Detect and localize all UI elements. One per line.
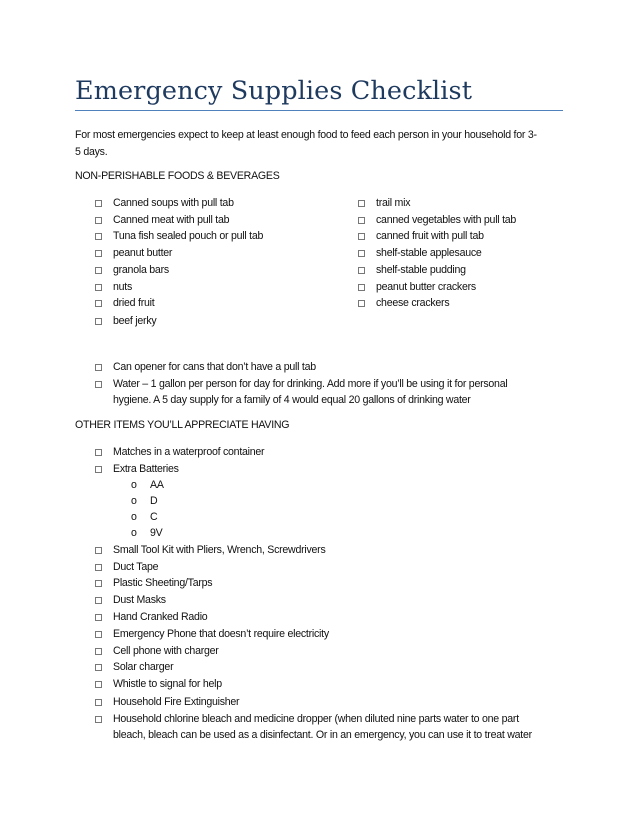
- item-label: Emergency Phone that doesn’t require electricity: [113, 628, 329, 640]
- item-label-line-1: Household chlorine bleach and medicine dropper (when diluted nine parts water to one part: [113, 713, 519, 725]
- sub-bullet: o: [131, 479, 137, 491]
- item-label: Extra Batteries: [113, 463, 179, 475]
- item-label: Whistle to signal for help: [113, 678, 222, 690]
- sub-item-label: D: [150, 495, 158, 507]
- item-label: Canned meat with pull tab: [113, 214, 230, 226]
- item-label: Tuna fish sealed pouch or pull tab: [113, 230, 264, 242]
- intro-line-2: 5 days.: [75, 146, 108, 158]
- item-label: cheese crackers: [376, 297, 450, 309]
- item-label: Solar charger: [113, 661, 174, 673]
- checkbox[interactable]: [95, 300, 102, 307]
- item-label-line-2: bleach, bleach can be used as a disinfectant. Or in an emergency, you can use it to treat water: [113, 729, 532, 741]
- checkbox[interactable]: [95, 681, 102, 688]
- checkbox[interactable]: [95, 364, 102, 371]
- item-label: Duct Tape: [113, 561, 159, 573]
- page-title: Emergency Supplies Checklist: [75, 76, 473, 106]
- item-label: Dust Masks: [113, 594, 166, 606]
- checkbox[interactable]: [358, 267, 365, 274]
- section-heading-other: OTHER ITEMS YOU’LL APPRECIATE HAVING: [75, 419, 290, 431]
- checkbox[interactable]: [95, 381, 102, 388]
- checkbox[interactable]: [95, 233, 102, 240]
- sub-bullet: o: [131, 495, 137, 507]
- item-label: nuts: [113, 281, 133, 293]
- item-label: Matches in a waterproof container: [113, 446, 265, 458]
- checkbox[interactable]: [358, 250, 365, 257]
- sub-item-label: C: [150, 511, 158, 523]
- section-heading-foods: NON-PERISHABLE FOODS & BEVERAGES: [75, 170, 280, 182]
- checkbox[interactable]: [95, 466, 102, 473]
- checkbox[interactable]: [358, 200, 365, 207]
- item-label: Canned soups with pull tab: [113, 197, 234, 209]
- checkbox[interactable]: [95, 580, 102, 587]
- checkbox[interactable]: [95, 200, 102, 207]
- checkbox[interactable]: [95, 449, 102, 456]
- item-label: shelf-stable pudding: [376, 264, 466, 276]
- sub-item-label: 9V: [150, 527, 163, 539]
- item-label: beef jerky: [113, 315, 157, 327]
- item-label: Hand Cranked Radio: [113, 611, 208, 623]
- item-label: Cell phone with charger: [113, 645, 219, 657]
- checkbox[interactable]: [95, 664, 102, 671]
- checkbox[interactable]: [358, 300, 365, 307]
- checkbox[interactable]: [95, 267, 102, 274]
- checkbox[interactable]: [358, 217, 365, 224]
- item-label: dried fruit: [113, 297, 155, 309]
- checkbox[interactable]: [95, 284, 102, 291]
- checkbox[interactable]: [95, 631, 102, 638]
- checkbox[interactable]: [95, 699, 102, 706]
- sub-item-label: AA: [150, 479, 164, 491]
- item-label-line-2: hygiene. A 5 day supply for a family of 4 would equal 20 gallons of drinking water: [113, 394, 471, 406]
- intro-line-1: For most emergencies expect to keep at least enough food to feed each person in your household for 3-: [75, 129, 537, 141]
- item-label: peanut butter: [113, 247, 173, 259]
- checkbox[interactable]: [95, 564, 102, 571]
- item-label: Household Fire Extinguisher: [113, 696, 240, 708]
- checkbox[interactable]: [95, 614, 102, 621]
- item-label: trail mix: [376, 197, 411, 209]
- checkbox[interactable]: [95, 597, 102, 604]
- item-label: Small Tool Kit with Pliers, Wrench, Screwdrivers: [113, 544, 326, 556]
- sub-bullet: o: [131, 527, 137, 539]
- sub-bullet: o: [131, 511, 137, 523]
- item-label: Can opener for cans that don’t have a pull tab: [113, 361, 316, 373]
- title-underline: [75, 110, 563, 111]
- item-label: peanut butter crackers: [376, 281, 476, 293]
- checkbox[interactable]: [95, 217, 102, 224]
- item-label-line-1: Water – 1 gallon per person for day for drinking. Add more if you’ll be using it for personal: [113, 378, 508, 390]
- item-label: shelf-stable applesauce: [376, 247, 482, 259]
- checkbox[interactable]: [95, 318, 102, 325]
- checkbox[interactable]: [358, 233, 365, 240]
- item-label: granola bars: [113, 264, 169, 276]
- item-label: canned vegetables with pull tab: [376, 214, 517, 226]
- checkbox[interactable]: [95, 716, 102, 723]
- checkbox[interactable]: [95, 250, 102, 257]
- checkbox[interactable]: [95, 547, 102, 554]
- item-label: canned fruit with pull tab: [376, 230, 484, 242]
- item-label: Plastic Sheeting/Tarps: [113, 577, 213, 589]
- checkbox[interactable]: [95, 648, 102, 655]
- checkbox[interactable]: [358, 284, 365, 291]
